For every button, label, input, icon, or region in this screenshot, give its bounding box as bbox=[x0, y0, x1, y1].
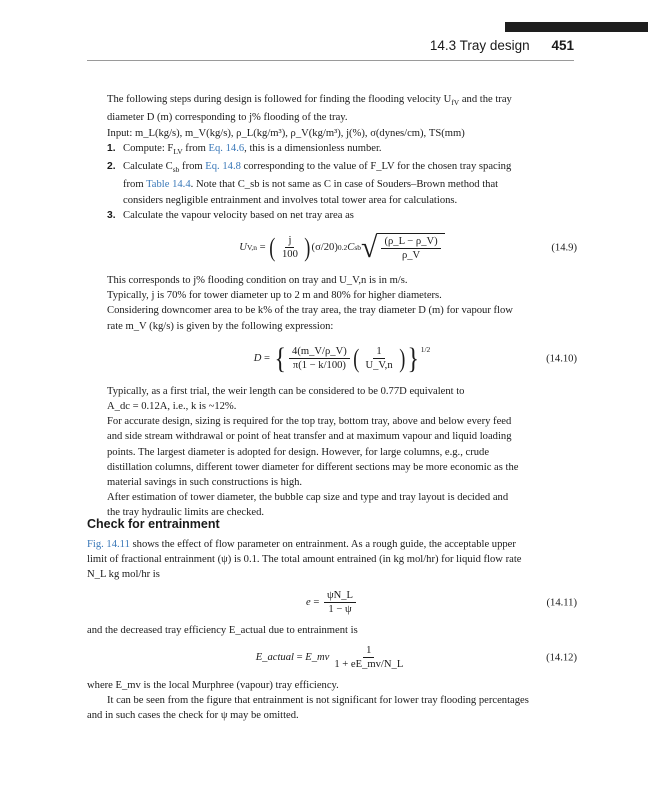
header-bar bbox=[505, 22, 648, 32]
step-number: 1. bbox=[107, 142, 116, 154]
equation-tag: (14.10) bbox=[546, 353, 577, 365]
header-rule bbox=[87, 60, 574, 61]
equation-link[interactable]: Eq. 14.6 bbox=[208, 142, 245, 154]
intro-line: The following steps during design is followed for finding the flooding velocity $U_{fV}$ and the tray bbox=[107, 94, 512, 108]
equation-tag: (14.11) bbox=[546, 597, 577, 609]
equation-link[interactable]: Eq. 14.8 bbox=[205, 161, 241, 173]
step-continuation: considers negligible entrainment and involves total tower area for calculations. bbox=[123, 194, 458, 206]
page-number: 451 bbox=[551, 38, 574, 53]
section-title: 14.3 Tray design bbox=[429, 38, 530, 53]
figure-link[interactable]: Fig. 14.11 bbox=[87, 539, 130, 550]
entrainment-text: Fig. 14.11 shows the effect of flow parameter on entrainment. As a rough guide, the acceptable upper limit of fractional entrainment (ψ) is 0.1. The total amount entrained (in kg mol/hr) for liquid flow rate N_L kg mol/hr is e = $\frac{\psi N\_L}{1 - \psi}$ (14.11) and the decreased tray efficiency E_actual due to entrainment is E_actual = E_mv $\frac{1}{1 + eE\_mv/N\_L}$ (14.12) where E_mv is the local Murphree (vapour) tray efficiency. It can be seen from the figure that entrainment is not significant for lower tray flooding percentages and in such cases the check for ψ may be omitted. bbox=[87, 539, 577, 722]
running-header bbox=[430, 38, 574, 53]
step-number: 2. bbox=[107, 161, 116, 173]
step-text: Calculate the vapour velocity based on net tray area as bbox=[123, 209, 354, 221]
equation-14-12: E_actual = E_mv $\frac{1}{1 + eE\_mv/N\_L}$ (14.12) bbox=[255, 645, 577, 671]
step-item bbox=[107, 159, 577, 177]
input-line: Input: m_L(kg/s), m_V(kg/s), ρ_L(kg/m³), ρ_V(kg/m³), j(%), σ(dynes/cm), TS(mm) bbox=[107, 127, 465, 139]
step-number: 3. bbox=[107, 209, 116, 221]
intro-line: diameter D (m) corresponding to j% flooding of the tray. bbox=[107, 112, 348, 124]
equation-14-9: U V,n = ( $\frac{j}{100}$ ) (σ/20) 0.2 C sb √ $\frac{(\rho\_L - \rho\_V)}{\rho\_V}$ (14.9) bbox=[239, 230, 577, 264]
step-continuation: from Table 14.4. Note that C_sb is not same as C in case of Souders–Brown method that bbox=[123, 179, 499, 191]
table-link[interactable]: Table 14.4 bbox=[146, 179, 191, 191]
equation-tag: (14.9) bbox=[551, 242, 577, 254]
step-text: Calculate $C_{sb}$ from Eq. 14.8 corresponding to the value of F_LV for the chosen tray spacing bbox=[123, 161, 512, 175]
main-text: The following steps during design is followed for finding the flooding velocity $U_{fV}$ and the tray diameter D (m) corresponding to j% flooding of the tray. Input: m_L(kg/s), m_V(kg/s), ρ_L(kg/m³), ρ_V(kg/m³), j(%), σ(dynes/cm), TS(mm) 1. Compute: $F_{LV}$ from Eq. 14.6, this is a dimensionless number. 2. Calculate $C_{sb}$ from Eq. 14.8 corresponding to the value of F_LV for the chosen tray spacing from Table 14.4. Note that C_sb is not same as C in case of Souders–Brown method that considers negligible entrainment and involves total tower area for calculations. 3. Calculate the vapour velocity based on net tray area as U V,n = ( $\frac{j}{100}$ ) (σ/20) 0.2 C sb √ $\frac{(\rho\_L - \rho\_V)}{\rho\_V}$ (14.9) This corresponds to j% flooding condition on tray and U_V,n is in m/s. Typically, j is 70% for tower diameter up to 2 m and 80% for higher diameters. Considering downcomer area to be k% of the tray area, the tray diameter D (m) for vapour flow rate m_V (kg/s) is given by the following expression: D = { $\frac{4(m\_V/\rho\_V)}{\pi(1 - k/100)}$ ( $\frac{1}{U\_V,n}$ ) } $^{1/2}$ (14.10) Typically, as a first trial, the weir length can be considered to be 0.77D equivalent to A_dc = 0.12A, i.e., k is ~12%. For accurate design, sizing is required for the top tray, bottom tray, above and below every feed and side stream withdrawal or point of heat transfer and at maximum vapour and liquid loading points. The largest diameter is adopted for design. However, for large columns, e.g., crude distillation columns, different tower diameter for different sections may be more economic as the material savings in such constructions is high. After estimation of tower diameter, the bubble cap size and type and tray layout is decided and the tray hydraulic limits are checked. bbox=[107, 94, 577, 519]
step-item bbox=[107, 208, 577, 223]
step-item bbox=[107, 141, 577, 159]
equation-14-11: e = $\frac{\psi N\_L}{1 - \psi}$ (14.11) bbox=[305, 590, 577, 616]
section-heading: Check for entrainment bbox=[87, 517, 220, 531]
equation-tag: (14.12) bbox=[546, 652, 577, 664]
step-text: Compute: $F_{LV}$ from Eq. 14.6, this is a dimensionless number. bbox=[123, 142, 382, 156]
equation-14-10: D = { $\frac{4(m\_V/\rho\_V)}{\pi(1 - k/100)}$ ( $\frac{1}{U\_V,n}$ ) } $^{1/2}$ (14.10) bbox=[253, 341, 577, 375]
